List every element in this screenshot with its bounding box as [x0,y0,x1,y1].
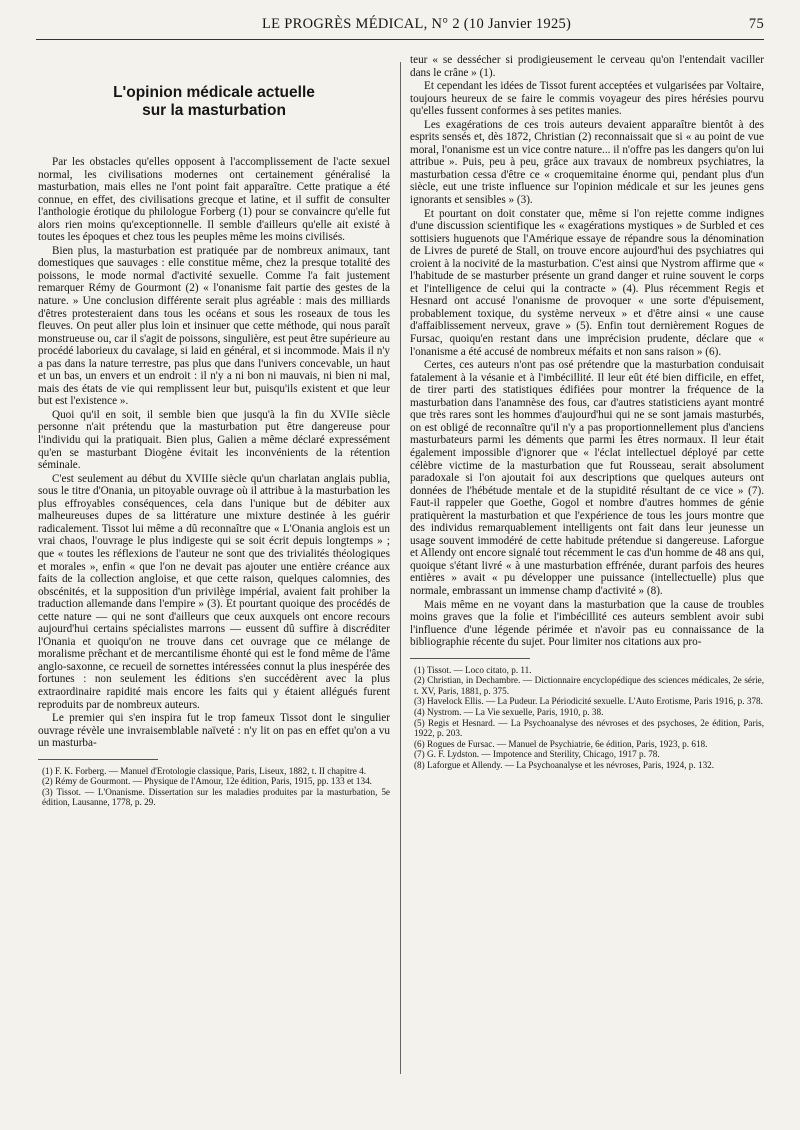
paragraph: Quoi qu'il en soit, il semble bien que jusqu'à la fin du XVIIe siècle personne n'ait prétendu que la masturbation put être dangereuse pour l'individu qui la pratiquait. Bien plus, Galien a même déclaré expressément qu'en se masturbant Diogène évitait les inconvénients de la rétention séminale. [38,408,390,472]
running-header [36,16,764,38]
paragraph: Bien plus, la masturbation est pratiquée par de nombreux animaux, tant domestiques que sauvages : elle constitue même, chez la presque totalité des poissons, le mode normal d'activité sexuelle. Comme l'a fait justement remarquer Rémy de Gourmont (2) « l'onanisme fait partie des gestes de la nature. » Une conclusion différente serait plus agréable : mais des milliards d'êtres protesteraient dans tous les océans et sous les roseaux de tous les fleuves. On peut aller plus loin et insinuer que cette méthode, qui nous paraît monstrueuse ou, car il s'agit de poissons, singulière, est peut être supérieure au procédé laborieux du cavalage, si laid en général, et si incommode. Mais il n'y a pas dans la nature terrestre, pas plus que dans l'univers concevable, un haut et un bas, un envers et un endroit : il n'y a ni bon ni mauvais, ni bien ni mal, mais des états de vie qui remplissent leur but, puisqu'ils existent et que leur but est l'existence ». [38,244,390,408]
footnote: (3) Havelock Ellis. — La Pudeur. La Périodicité sexuelle. L'Auto Erotisme, Paris 1916, p. 378. [414,696,763,707]
paragraph: Certes, ces auteurs n'ont pas osé prétendre que la masturbation conduisait fatalement à la vésanie et à l'imbécillité. Il leur eût été bien difficile, en effet, de tirer parti des statistiques édifiées pour montrer la fréquence de la masturbation dans l'anamnèse des fous, car d'autres statisticiens ayant montré que très rares sont les hommes d'aujourd'hui qui ne se sont jamais masturbés, on est obligé de reconnaître qu'il n'y a pas proportionnellement plus d'anciens masturbateurs parmi les déments que parmi les êtres normaux. Il leur était également impossible d'ignorer que « l'éclat intellectuel déployé par cette célèbre victime de la masturbation que fut Rousseau, serait absolument paradoxale si l'on ajoutait foi aux descriptions que quelques auteurs ont données de l'hébétude mentale et de la stupidité résultant de ce vice » (7). Faut-il rappeler que Goethe, Gogol et nombre d'autres hommes de génie pratiquèrent la masturbation et que l'expérience de tous les jours montre que des individus remarquablement intelligents ont fait dans leur jeunesse un usage souvent immodéré de cette habitude prétendue si dangereuse. Laforgue et Allendy ont encore signalé tout récemment le cas d'un homme de 48 ans qui, quoique s'étant livré « à une masturbation effrénée, durant parfois des heures entières » avait « pu développer une puissance (intellectuelle) plus que normale, embrassant un immense champ d'activité » (8). [410,359,765,597]
article-title-line: sur la masturbation [142,102,286,119]
footnote-rule [410,658,530,659]
footnote: (2) Christian, in Dechambre. — Dictionnaire encyclopédique des sciences médicales, 2e série, t. XV, Paris, 1881, p. 375. [414,675,764,696]
footnote-rule [38,759,158,760]
paragraph: Le premier qui s'en inspira fut le trop fameux Tissot dont le singulier ouvrage révèle une invraisemblable naïveté : n'y lit on pas en effet qu'on a vu un masturba- [38,712,390,750]
journal-title: LE PROGRÈS MÉDICAL, N° 2 (10 Janvier 1925) [262,16,572,32]
right-column [410,54,764,771]
left-column [38,62,390,808]
footnote: (8) Laforgue et Allendy. — La Psychoanalyse et les névroses, Paris, 1924, p. 132. [414,760,715,771]
paragraph: C'est seulement au début du XVIIIe siècle qu'un charlatan anglais publia, sous le titre d'Onania, un pitoyable ouvrage où il attribue à la masturbation les plus effroyables conséquences, cela dans l'unique but de débiter aux malheureuses dupes de sa littérature une mixture destinée à les guérir radicalement. Tissot lui même a dû reconnaître que « L'Onania anglois est un vrai chaos, l'ouvrage le plus indigeste qui se soit écrit depuis longtemps » ; que « toutes les réflexions de l'auteur ne sont que des trivialités théologiques et morales », enfin « que l'on ne devait pas ajouter une entière créance aux faits de la collection angloise, et que cette raison, quelques calomnies, des obscénités, et la supposition d'un privilège impérial, avaient fait prohiber la traduction allemande dans l'empire » (3). Et pourtant quoique des procédés de cette nature — qui ne sont d'ailleurs que ceux auxquels ont encore recours aujourd'hui certains spécialistes marrons — eussent dû suffire à discréditer l'Onania et quoiqu'on ne trouve dans cet ouvrage que ce mélange de moralisme prêchant et de mercantilisme éhonté qui est le fond même de l'âme anglo-saxonne, ce recueil de sornettes intéressées connut la plus inespérée des fortunes : non seulement les éditions s'en succédèrent avec la plus extraordinaire rapidité mais encore les faits qui y étaient allégués furent reproduits par de nombreux auteurs. [38,472,390,711]
footnote: (4) Nystrom. — La Vie sexuelle, Paris, 1910, p. 38. [414,707,604,718]
footnote: (5) Regis et Hesnard. — La Psychoanalyse des névroses et des psychoses, 2e édition, Paris, 1922, p. 203. [414,717,764,739]
footnote: (3) Tissot. — L'Onanisme. Dissertation sur les maladies produites par la masturbation, 5e édition, Lausanne, 1778, p. 29. [42,786,390,808]
footnote: (6) Rogues de Fursac. — Manuel de Psychiatrie, 6e édition, Paris, 1923, p. 618. [414,738,708,749]
paragraph: Les exagérations de ces trois auteurs devaient apparaître bientôt à des esprits sensés et, dès 1872, Christian (2) reconnaissait que si « au point de vue moral, l'onanisme est un vice contre nature... il n'offre pas les dangers qu'on lui attribue ». Puis, peu à peu, grâce aux travaux de nombreux psychiatres, la masturbation cessa d'être ce « croquemitaine énorme qui, pendant plus d'un siècle, eut une triste influence sur l'opinion médicale et sur les jeunes gens ignorants et sensibles » (3). [410,118,764,207]
article-title [38,84,390,120]
footnote: (1) Tissot. — Loco citato, p. 11. [414,664,532,675]
footnote: (1) F. K. Forberg. — Manuel d'Erotologie classique, Paris, Liseux, 1882, t. II chapitre 4. [42,765,367,776]
paragraph: Et cependant les idées de Tissot furent acceptées et vulgarisées par Voltaire, toujours heureux de se faire le commis voyageur des pires hérésies pourvu qu'elles fussent conformes à ses petites manies. [410,80,764,118]
footnote: (2) Rémy de Gourmont. — Physique de l'Amour, 12e édition, Paris, 1915, pp. 133 et 134. [42,776,372,787]
page-number: 75 [748,16,764,32]
header-rule [36,39,764,40]
paragraph: Par les obstacles qu'elles opposent à l'accomplissement de l'acte sexuel normal, les civilisations modernes ont certainement généralisé la masturbation, mais elles ne l'ont point fait apparaître. Cette pratique a été connue, en effet, des civilisations grecque et latine, et il suffit de consulter l'anthologie érotique du philologue Forberg (1) pour se convaincre qu'elle fut alors rien moins qu'exceptionnelle. Il semble d'ailleurs qu'elle ait existé à toutes les époques et chez tous les peuples même les moins civilisés. [38,156,390,244]
paragraph: Et pourtant on doit constater que, même si l'on rejette comme indignes d'une discussion scientifique les « exagérations mystiques » de Surbled et ces sottisiers huguenots que l'Amérique essaye de répandre sous la dénomination de Livres de pureté de Stall, on trouve encore aujourd'hui des psychiatres qui croient à la nocivité de la masturbation. C'est ainsi que Nystrom affirme que « l'habitude de se masturber présente un grand danger et ruine souvent le corps et l'intelligence de celui qui la contracte » (4). Plus récemment Regis et Hesnard ont accusé l'onanisme de provoquer « une sorte d'épuisement, probablement toxique, du système nerveux » et d'être ainsi « une cause d'affaiblissement nerveux, grave » (5). Enfin tout dernièrement Rogues de Fursac, quoiqu'en restant dans une imprécision prudente, déclare que « l'onanisme a été accusé de nombreux méfaits et non sans raison » (6). [410,207,764,358]
paragraph: Mais même en ne voyant dans la masturbation que la cause de troubles moins graves que la folie et l'imbécillité ces auteurs semblent avoir subi l'influence d'une légende périmée et n'avoir pas eu connaissance de la bibliographie récente du sujet. Pour limiter nos citations aux pro- [410,598,764,649]
footnote: (7) G. F. Lydston. — Impotence and Sterility, Chicago, 1917 p. 78. [414,749,660,760]
article-title-line: L'opinion médicale actuelle [113,84,315,101]
column-divider [400,62,401,1074]
paragraph: teur « se dessécher si prodigieusement le cerveau qu'on l'entendait vaciller dans le crâne » (1). [410,54,764,79]
